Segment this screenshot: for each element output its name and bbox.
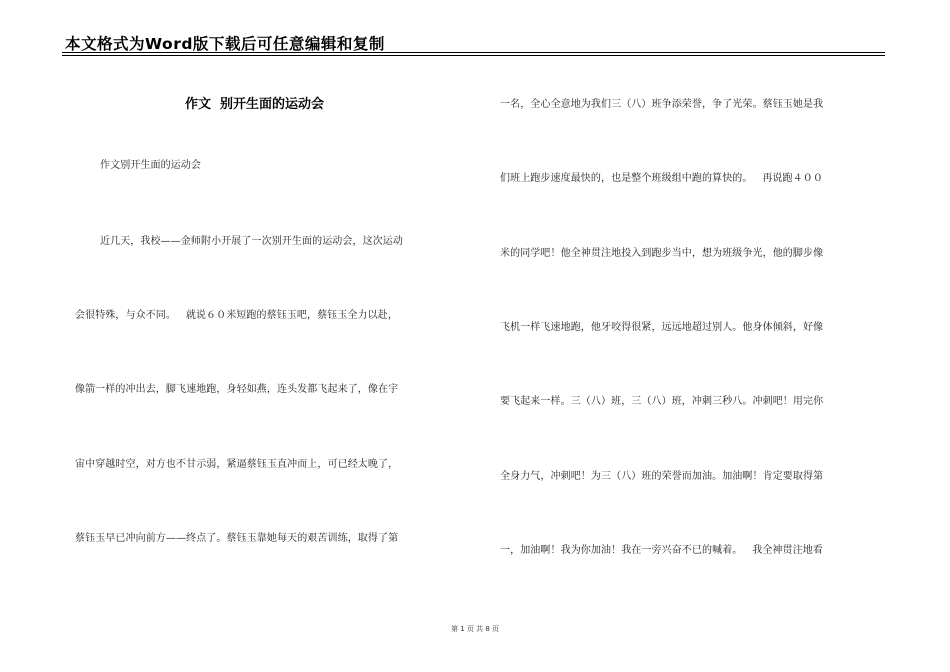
- left-paragraph-line: 会很特殊，与众不同。 就说６０米短跑的蔡钰玉吧，蔡钰玉全力以赴，: [75, 310, 398, 321]
- right-paragraph-line: 米的同学吧！他全神贯注地投入到跑步当中，想为班级争光，他的脚步像: [500, 248, 824, 259]
- right-paragraph-line: 飞机一样飞速地跑，他牙咬得很紧，远远地超过别人。他身体倾斜，好像: [500, 322, 824, 333]
- left-paragraph-line: 宙中穿越时空，对方也不甘示弱，紧逼蔡钰玉直冲而上，可已经太晚了，: [75, 459, 399, 470]
- left-paragraph-line: 近几天，我校——金师附小开展了一次别开生面的运动会，这次运动: [100, 236, 403, 247]
- article-title: 作文 别开生面的运动会: [185, 97, 325, 112]
- banner-rule-top: [62, 52, 885, 53]
- left-paragraph-line: 像箭一样的冲出去，脚飞速地跑，身轻如燕，连头发都飞起来了，像在宇: [75, 384, 399, 395]
- page-footer: 第 1 页 共 8 页: [450, 625, 500, 633]
- right-paragraph-line: 全身力气，冲刺吧！为三（八）班的荣誉而加油。加油啊！肯定要取得第: [500, 471, 824, 482]
- left-paragraph-line: 蔡钰玉早已冲向前方——终点了。蔡钰玉靠她每天的艰苦训练，取得了第: [75, 533, 399, 544]
- document-banner: 本文格式为Word版下载后可任意编辑和复制: [65, 35, 385, 53]
- right-paragraph-line: 们班上跑步速度最快的，也是整个班级组中跑的算快的。 再说跑４００: [500, 173, 823, 184]
- banner-rule-bottom: [62, 55, 885, 56]
- right-paragraph-line: 要飞起来一样。三（八）班，三（八）班，冲刺三秒八。冲刺吧！用完你: [500, 396, 824, 407]
- right-paragraph-line: 一名，全心全意地为我们三（八）班争添荣誉，争了光荣。蔡钰玉她是我: [500, 99, 824, 110]
- left-paragraph-line: 作文别开生面的运动会: [100, 160, 201, 171]
- right-paragraph-line: 一，加油啊！我为你加油！我在一旁兴奋不已的喊着。 我全神贯注地看: [500, 545, 823, 556]
